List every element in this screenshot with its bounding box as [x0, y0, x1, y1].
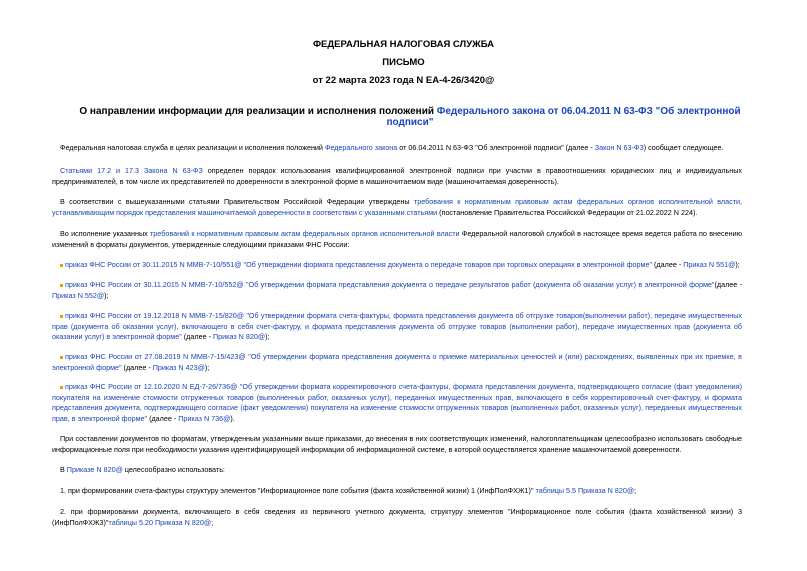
- text: (далее -: [714, 280, 742, 289]
- text: При составлении документов по форматам, утвержденным указанными выше приказами, до внесения в них соответствующих изменений, налогоплательщикам целесообразно использовать свободные информационные поля при необходимости указания идентифицирующей информации об информационной системе, в которой осуществляется хранение машиночитаемой доверенности.: [52, 434, 742, 454]
- text: ) сообщает следующее.: [643, 143, 724, 152]
- order-736-link[interactable]: приказ ФНС России от 12.10.2020 N ЕД-7-26/736@ "Об утверждении формата корректировочного счета-фактуры, формата представления документа, подтверждающего согласие (факт уведомления) покупателя на изменение стоимости отгруженных товаров (выполненных работ, оказанных услуг), переданных имущественных прав, включающего в себя корректировочный счет-фактуру, и формата представления документа, подтверждающего согласие (факт уведомления) покупателя на изменение стоимости отгруженных товаров (выполненных работ, оказанных услуг), переданных имущественных прав, в электронной форме": [52, 382, 742, 423]
- text: Во исполнение указанных: [60, 229, 151, 238]
- text: (далее -: [121, 362, 153, 372]
- text: от 06.04.2011 N 63-ФЗ "Об электронной подписи" (далее -: [397, 143, 595, 152]
- text: );: [735, 260, 740, 269]
- text: Федеральная налоговая служба в целях реализации и исполнения положений: [60, 143, 325, 152]
- bullet-icon: [60, 264, 63, 267]
- text: (далее -: [147, 413, 179, 423]
- text: определен порядок использования квалифицированной электронной подписи при участии в правоотношениях юридических лиц и индивидуальных предпринимателей, в том числе их представителей по доверенности в электронной форме в машиночитаемом виде (машиночитаемая доверенность).: [52, 166, 743, 186]
- text: (далее -: [652, 260, 684, 269]
- text: В соответствии с вышеуказанными статьями Правительством Российской Федерации утверждены: [60, 197, 414, 206]
- text: В: [60, 465, 67, 474]
- bullet-icon: [60, 386, 63, 389]
- text: (далее -: [181, 332, 213, 341]
- list-item-order-552: [52, 280, 742, 301]
- bullet-icon: [60, 284, 63, 287]
- text: );: [104, 290, 109, 300]
- order-423-short-link[interactable]: Приказ N 423@: [152, 362, 205, 372]
- text: 1. при формировании счета-фактуры структуру элементов "Информационное поле события (факта хозяйственной жизни) 1 (ИнфПолФХЖ1)": [60, 486, 536, 495]
- agency-heading: ФЕДЕРАЛЬНАЯ НАЛОГОВАЯ СЛУЖБА: [312, 39, 495, 50]
- text: (постановление Правительства Российской Федерации от 21.02.2022 N 224).: [437, 207, 698, 217]
- paragraph-item-1: [52, 486, 742, 497]
- text: ;: [211, 517, 214, 527]
- list-item-order-736: [52, 382, 742, 424]
- order-820-link[interactable]: приказ ФНС России от 19.12.2018 N ММВ-7-15/820@ "Об утверждении формата счета-фактуры, формата представления документа об отгрузке товаров(выполнении работ), передаче имущественных прав (документа об оказании услуг), включающего в себя счет-фактуру, и формата представления документа об отгрузке товаров (выполнении работ), передаче имущественных прав (документа об оказании услуг) в электронной форме": [52, 311, 742, 341]
- paragraph-item-2: [52, 507, 742, 528]
- list-item-order-820: [52, 311, 742, 343]
- order-820-ref-link[interactable]: Приказе N 820@: [66, 465, 123, 474]
- paragraph-articles: [52, 166, 742, 187]
- order-551-short-link[interactable]: Приказ N 551@: [683, 260, 736, 269]
- law-link[interactable]: Федерального закона: [324, 143, 398, 152]
- text: 2. при формировании документа, включающего в себя сведения из первичного учетного документа, структуру элементов "Информационное поле события (факта хозяйственной жизни) 3 (ИнфПолФХЖ3)": [52, 507, 742, 527]
- doc-type-heading: ПИСЬМО: [382, 57, 425, 68]
- paragraph-execution: [52, 229, 742, 250]
- list-item-order-551: [52, 260, 742, 271]
- text: Федеральной налоговой службой в настоящее время ведется работа по внесению изменений в форматы документов, утвержденные следующими приказами ФНС России:: [52, 229, 742, 249]
- text: );: [265, 332, 270, 341]
- text: );: [204, 362, 210, 372]
- paragraph-free-fields: [52, 434, 742, 455]
- table-5-20-link[interactable]: таблицы 5.20 Приказа N 820@: [108, 517, 212, 527]
- document-title: [60, 106, 760, 128]
- articles-link[interactable]: Статьями 17.2 и 17.3 Закона N 63-ФЗ: [60, 166, 203, 175]
- date-number-heading: от 22 марта 2023 года N ЕА-4-26/3420@: [312, 75, 495, 86]
- list-item-order-423: [52, 352, 742, 373]
- bullet-icon: [60, 356, 63, 359]
- table-5-5-link[interactable]: таблицы 5.5 Приказа N 820@: [535, 486, 635, 495]
- title-law-link[interactable]: Федерального закона от 06.04.2011 N 63-ФЗ "Об электронной подписи": [386, 106, 741, 128]
- text: целесообразно использовать:: [122, 465, 225, 474]
- requirements-link[interactable]: требования к нормативным правовым актам федеральных органов исполнительной власти, устанавливающим порядок представления машиночитаемой доверенности в соответствии с указанными статьями: [52, 197, 743, 217]
- paragraph-intro: [52, 143, 742, 154]
- law-short-link[interactable]: Закон N 63-ФЗ: [594, 143, 644, 152]
- paragraph-requirements: [52, 197, 742, 218]
- text: ;: [634, 486, 637, 495]
- text: ).: [230, 413, 235, 423]
- order-736-short-link[interactable]: Приказ N 736@: [178, 413, 231, 423]
- requirements-short-link[interactable]: требований к нормативным правовым актам федеральных органов исполнительной власти: [150, 229, 460, 238]
- title-prefix: О направлении информации для реализации и исполнения положений: [79, 106, 437, 117]
- order-820-short-link[interactable]: Приказ N 820@: [212, 332, 266, 341]
- bullet-icon: [60, 315, 63, 318]
- order-551-link[interactable]: приказ ФНС России от 30.11.2015 N ММВ-7-10/551@ "Об утверждении формата представления документа о передаче товаров при торговых операциях в электронной форме": [65, 260, 653, 269]
- order-423-link[interactable]: приказ ФНС России от 27.08.2019 N ММВ-7-15/423@ "Об утверждении формата представления документа о приемке материальных ценностей и (или) расхождениях, выявленных при их приемке, в электронной форме": [52, 352, 742, 372]
- paragraph-order-820-use: [52, 465, 742, 476]
- order-552-short-link[interactable]: Приказ N 552@: [52, 290, 105, 300]
- order-552-link[interactable]: приказ ФНС России от 30.11.2015 N ММВ-7-10/552@ "Об утверждении формата представления документа о передаче результатов работ (документа об оказании услуг) в электронной форме": [65, 280, 715, 289]
